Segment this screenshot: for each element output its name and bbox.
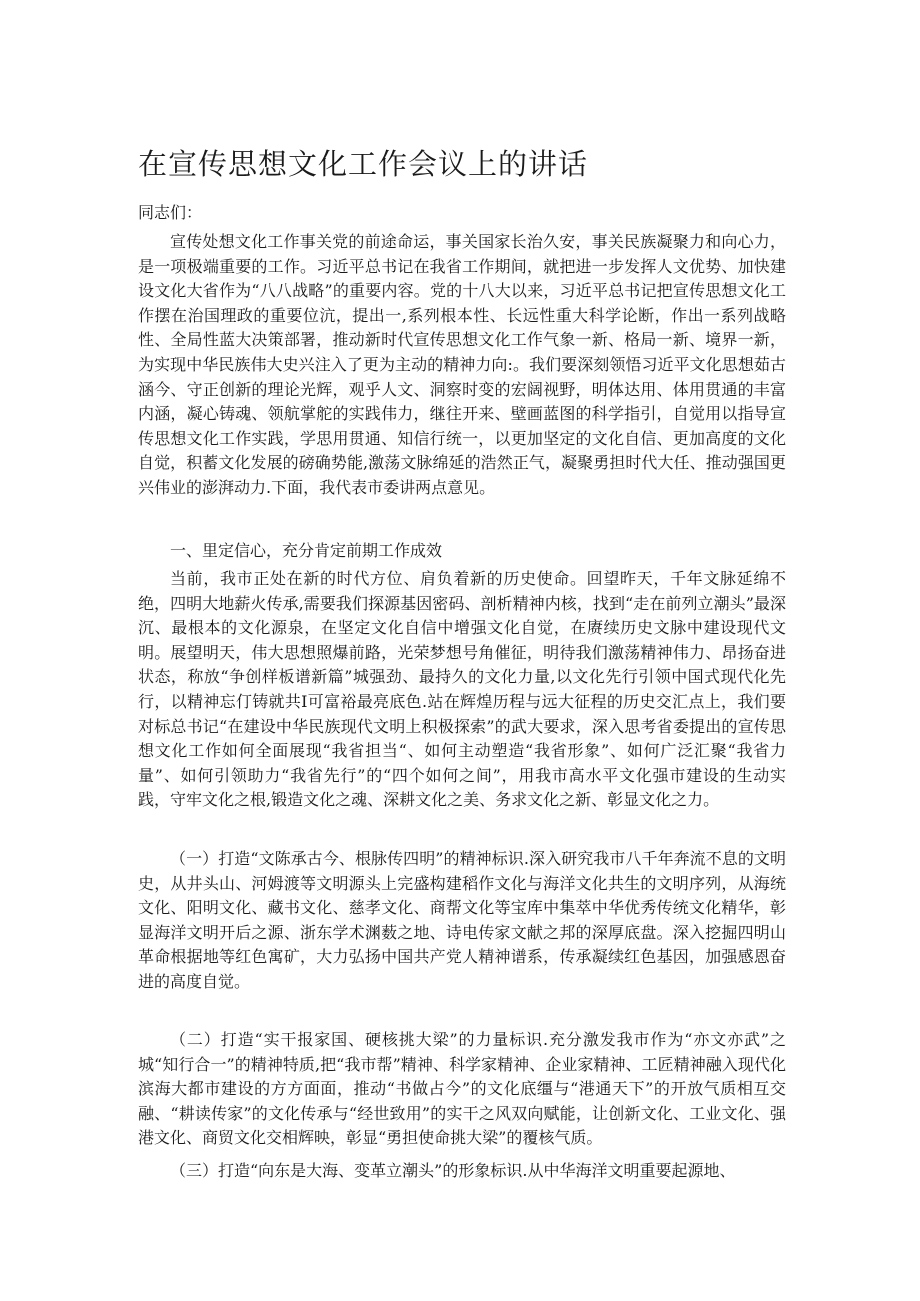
section1-paragraph: 当前，我市正处在新的时代方位、肩负着新的历史使命。回望昨天，千年文脉延绵不绝，四明大地薪火传承,需要我们探源基因密码、剖析精神内核，找到“走在前列立潮头”最深沉、最根本的文化源泉，在坚定文化自信中增强文化自觉，在赓续历史文脉中建设现代文明。展望明天，伟大思想照爆前路，光荣梦想号角催征，明待我们激荡精神伟力、昂扬奋进状态，称放“争创样板谱新篇”城强劲、最持久的文化力量,以文化先行引领中国式现代化先行，以精神忘仃铸就共I可富裕最亮底色.站在辉煌历程与远大征程的历史交汇点上，我们要对标总书记“在建设中华民族现代文明上积极探索”的武大要求，深入思考省委提出的宣传思想文化工作如何全面展现“我省担当“、如何主动塑造“我省形象”、如何广泛汇聚“我省力量”、如何引领助力“我省先行”的“四个如何之间”，用我市高水平文化强市建设的生动实践，守牢文化之根,锻造文化之魂、深耕文化之美、务求文化之新、彰显文化之力。 [138, 569, 786, 810]
intro-paragraph: 宣传处想文化工作事关党的前途命运，事关国家长治久安，事关民族凝聚力和向心力，是一项极端重要的工作。习近平总书记在我省工作期间，就把进一步发挥人文优势、加快建设文化大省作为“八八战略”的重要内容。党的十八大以来，习近平总书记把宣传思想文化工作摆在治国理政的重要位沆，提出一,系列根本性、长远性重大科学论断，作出一系列战略性、全局性蓝大决策部署，推动新时代宣传思想文化工作气象一新、格局一新、境界一新，为实现中华民族伟大史兴注入了更为主动的精神力向:。我们要深刻领悟习近平文化思想茹古涵今、守正创新的理论光辉，观乎人文、洞察时变的宏阔视野，明体达用、体用贯通的丰富内涵，凝心铸魂、领航掌舵的实践伟力，继往开来、壁画蓝图的科学指引，自觉用以指导宣传思想文化工作实践，学思用贯通、知信行统一，以更加坚定的文化自信、更加高度的文化自觉，积蓄文化发展的磅确势能,激荡文脉绵延的浩然正气，凝聚勇担时代大任、推动强国更兴伟业的澎湃动力.下面，我代表市委讲两点意见。 [138, 232, 786, 497]
section-heading-1: 一、里定信心，充分肯定前期工作成效 [170, 541, 443, 560]
item-paragraph-1: （一）打造“文陈承古今、根脉传四明”的精神标识.深入研究我市八千年奔流不息的文明史，从井头山、河姆渡等文明源头上完盛构建稻作文化与海洋文化共生的文明序列，从海统文化、阳明文化、藏书文化、慈孝文化、商帮文化等宝库中集萃中华优秀传统文化精华，彰显海洋文明开后之源、浙东学术渊薮之地、诗电传家文献之邦的深厚底盘。深入挖掘四明山革命根据地等红色寓矿，大力弘扬中国共产党人精神谱系，传承凝续红色基因，加强感恩奋进的高度自觉。 [138, 849, 786, 991]
item-paragraph-2: （二）打造“实干报家国、硬核挑大梁”的力量标识.充分激发我市作为“亦文亦武”之城“知行合一”的精神特质,把“我市帮”精神、科学家精神、企业家精神、工匠精神融入现代化滨海大都市建设的方方面面，推动“书做占今”的文化底缰与“港通天下”的开放气质相互交融、“耕读传家”的文化传承与“经世致用”的实干之风双向赋能，让创新文化、工业文化、强港文化、商贸文化交相辉映，彰显“勇担使命挑大梁”的覆核气质。 [138, 1030, 786, 1148]
salutation: 同志们： [138, 203, 203, 222]
item-paragraph-3: （三）打造“向东是大海、变革立潮头”的形象标识.从中华海洋文明重要起源地、 [170, 1161, 736, 1180]
document-title: 在宣传思想文化工作会议上的讲话 [138, 147, 589, 181]
